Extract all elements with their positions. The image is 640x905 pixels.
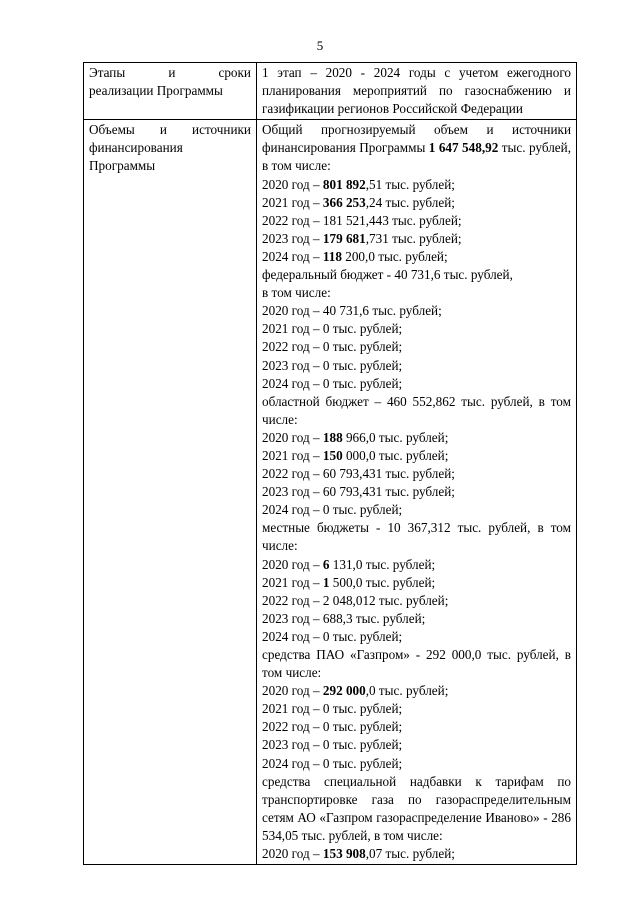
table-row [84, 63, 577, 120]
stage-label-line2: реализации Программы [89, 83, 223, 99]
year-amount: ,24 тыс. рублей; [365, 194, 455, 210]
year-line [262, 230, 571, 248]
year-line [262, 465, 571, 483]
year-amount: 2 048,012 тыс. рублей; [322, 592, 449, 608]
year-line [262, 248, 571, 266]
year-line: 2022 год – 0 тыс. рублей; [262, 339, 403, 355]
year-amount: 60 793,431 тыс. рублей; [322, 466, 455, 482]
year-line [262, 212, 571, 230]
year-label: 2021 год – [262, 194, 323, 210]
total-funding-intro: Общий прогнозируемый объем и источники финансирования Программы [262, 122, 571, 156]
year-line: 2021 год – 0 тыс. рублей; [262, 321, 403, 337]
gazprom-header: средства ПАО «Газпром» - 292 000,0 тыс. рублей, в том числе: [262, 647, 571, 681]
stage-label-cell [84, 63, 257, 120]
table-row [84, 120, 577, 865]
year-amount-bold: 1 [322, 574, 330, 590]
year-line [262, 176, 571, 194]
year-amount: 966,0 тыс. рублей; [342, 429, 449, 445]
total-funding-paragraph [262, 121, 571, 175]
year-label: 2021 год – [262, 447, 323, 463]
year-amount-bold: 292 000 [322, 683, 366, 699]
year-amount: 0 тыс. рублей; [322, 628, 403, 644]
year-amount: 0 тыс. рублей; [322, 737, 403, 753]
year-line [262, 194, 571, 212]
year-amount-bold: 6 [322, 556, 330, 572]
year-label: 2022 год – [262, 719, 323, 735]
year-amount-bold: 179 681 [322, 230, 366, 246]
year-label: 2024 год – [262, 502, 323, 518]
year-line [262, 755, 571, 773]
year-amount-bold: 153 908 [322, 846, 366, 862]
year-line [262, 736, 571, 754]
funding-label-cell [84, 120, 257, 865]
year-amount: 500,0 тыс. рублей; [329, 574, 436, 590]
stage-label-line1: Этапы и сроки [89, 65, 251, 80]
year-amount-bold: 801 892 [322, 176, 366, 192]
year-line [262, 501, 571, 519]
stage-value-text: 1 этап – 2020 - 2024 годы с учетом ежегодного планирования мероприятий по газоснабжению и газификации регионов Российской Федерации [262, 65, 571, 117]
total-years-list [262, 176, 571, 266]
local-header: местные бюджеты - 10 367,312 тыс. рублей, в том числе: [262, 520, 571, 554]
year-amount: 000,0 тыс. рублей; [342, 447, 449, 463]
federal-sub: в том числе: [262, 285, 331, 301]
year-line [262, 592, 571, 610]
surcharge-years-list [262, 845, 571, 863]
year-line [262, 628, 571, 646]
year-line [262, 556, 571, 574]
year-amount: 60 793,431 тыс. рублей; [322, 484, 455, 500]
stage-value-cell [257, 63, 577, 120]
year-amount-bold: 150 [322, 447, 343, 463]
year-label: 2020 год – [262, 556, 323, 572]
year-line [262, 429, 571, 447]
year-amount: 181 521,443 тыс. рублей; [322, 212, 462, 228]
year-amount: ,731 тыс. рублей; [365, 230, 462, 246]
year-label: 2021 год – [262, 574, 323, 590]
year-amount: 200,0 тыс. рублей; [341, 248, 448, 264]
regional-years-list [262, 429, 571, 519]
total-funding-unit: тыс. рублей, в том числе: [262, 140, 572, 174]
local-years-list [262, 556, 571, 646]
year-label: 2023 год – [262, 737, 323, 753]
year-label: 2020 год – [262, 176, 323, 192]
year-amount-bold: 118 [322, 248, 342, 264]
year-label: 2021 год – [262, 701, 323, 717]
year-amount-bold: 188 [322, 429, 343, 445]
year-line [262, 483, 571, 501]
year-amount-bold: 366 253 [322, 194, 366, 210]
funding-value-cell [257, 120, 577, 865]
program-passport-table [83, 62, 577, 865]
year-line: 2024 год – 0 тыс. рублей; [262, 375, 403, 391]
year-label: 2020 год – [262, 846, 323, 862]
regional-header: областной бюджет – 460 552,862 тыс. рублей, в том числе: [262, 393, 571, 427]
year-amount: 0 тыс. рублей; [322, 755, 403, 771]
year-line: 2023 год – 0 тыс. рублей; [262, 357, 403, 373]
federal-header: федеральный бюджет - 40 731,6 тыс. рублей, [262, 267, 513, 283]
year-label: 2022 год – [262, 212, 323, 228]
year-label: 2024 год – [262, 628, 323, 644]
year-amount: 688,3 тыс. рублей; [322, 610, 426, 626]
federal-years-list [262, 302, 571, 392]
total-funding-amount: 1 647 548,92 [428, 140, 499, 156]
year-line [262, 447, 571, 465]
year-label: 2024 год – [262, 755, 323, 771]
year-amount: 0 тыс. рублей; [322, 719, 403, 735]
year-amount: 0 тыс. рублей; [322, 502, 403, 518]
year-line [262, 718, 571, 736]
year-amount: ,07 тыс. рублей; [365, 846, 455, 862]
funding-label-text: Объемы и источники финансирования Программы [89, 122, 251, 174]
year-line: 2020 год – 40 731,6 тыс. рублей; [262, 303, 442, 319]
year-amount: ,51 тыс. рублей; [365, 176, 455, 192]
year-label: 2023 год – [262, 230, 323, 246]
surcharge-header: средства специальной надбавки к тарифам по транспортировке газа по газораспределительным сетям АО «Газпром газораспределение Иваново» - 286 534,05 тыс. рублей, в том числе: [262, 773, 571, 843]
year-line [262, 845, 571, 863]
year-label: 2022 год – [262, 592, 323, 608]
year-line [262, 682, 571, 700]
year-line [262, 610, 571, 628]
year-label: 2023 год – [262, 610, 323, 626]
year-amount: ,0 тыс. рублей; [365, 683, 449, 699]
year-label: 2020 год – [262, 683, 323, 699]
year-label: 2023 год – [262, 484, 323, 500]
year-amount: 0 тыс. рублей; [322, 701, 403, 717]
year-line [262, 700, 571, 718]
year-line [262, 574, 571, 592]
year-amount: 131,0 тыс. рублей; [329, 556, 436, 572]
page-number: 5 [316, 38, 324, 53]
year-label: 2024 год – [262, 248, 323, 264]
gazprom-years-list [262, 682, 571, 772]
year-label: 2022 год – [262, 466, 323, 482]
year-label: 2020 год – [262, 429, 323, 445]
